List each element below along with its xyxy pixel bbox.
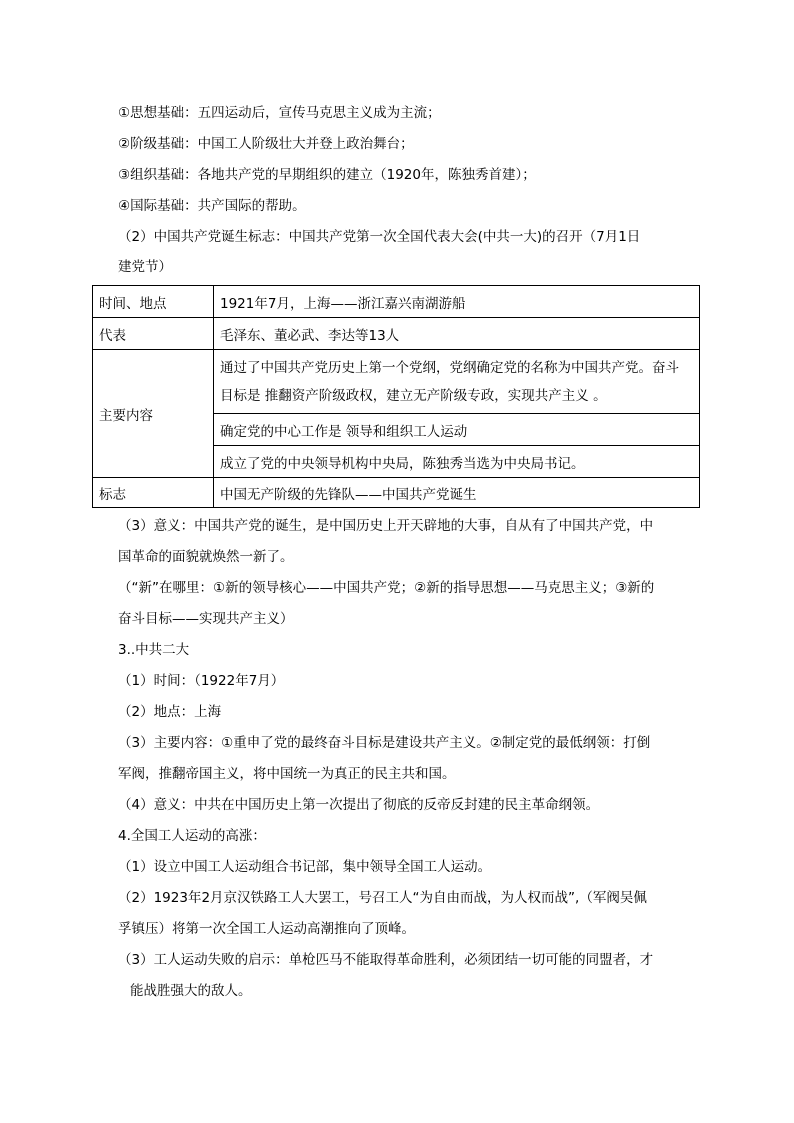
- table-value: 确定党的中心工作是 领导和组织工人运动: [214, 414, 700, 446]
- foundation-international: ④国际基础：共产国际的帮助。: [118, 198, 306, 214]
- table-row: [93, 478, 700, 508]
- content-item-line: 目标是 推翻资产阶级政权，建立无产阶级专政，实现共产主义 。: [220, 387, 607, 404]
- table-row: [93, 350, 700, 414]
- table-value: 毛泽东、董必武、李达等13人: [214, 318, 700, 350]
- birth-mark-line1: （2）中国共产党诞生标志：中国共产党第一次全国代表大会(中共一大)的召开（7月1日: [118, 229, 641, 245]
- foundation-organization: ③组织基础：各地共产党的早期组织的建立（1920年，陈独秀首建）；: [118, 167, 536, 183]
- second-congress-meaning: （4）意义：中共在中国历史上第一次提出了彻底的反帝反封建的民主革命纲领。: [118, 797, 600, 813]
- second-congress-content-line2: 军阀，推翻帝国主义，将中国统一为真正的民主共和国。: [118, 766, 456, 782]
- table-label: 标志: [93, 478, 214, 508]
- foundation-class: ②阶级基础：中国工人阶级壮大并登上政治舞台；: [118, 136, 414, 152]
- table-label: 主要内容: [93, 350, 214, 478]
- birth-mark-line2: 建党节）: [118, 259, 172, 275]
- first-congress-table: [92, 285, 700, 508]
- content-item-line: 通过了中国共产党历史上第一个党纲，党纲确定党的名称为中国共产党。奋斗: [220, 359, 679, 376]
- table-value: 成立了党的中央领导机构中央局，陈独秀当选为中央局书记。: [214, 446, 700, 478]
- new-aspects-line2: 奋斗目标——实现共产主义）: [118, 611, 294, 627]
- significance-line2: 国革命的面貌就焕然一新了。: [118, 549, 294, 565]
- table-value: [214, 350, 700, 414]
- table-row: [93, 318, 700, 350]
- labor-item-3-line2: 能战胜强大的敌人。: [130, 983, 252, 999]
- table-value: 1921年7月，上海——浙江嘉兴南湖游船: [214, 286, 700, 318]
- labor-item-2-line1: （2）1923年2月京汉铁路工人大罢工，号召工人“为自由而战，为人权而战”,（军阀吴佩: [118, 890, 647, 906]
- table-label: 代表: [93, 318, 214, 350]
- second-congress-time: （1）时间：（1922年7月）: [118, 673, 285, 689]
- table-row: [93, 286, 700, 318]
- table-value: 中国无产阶级的先锋队——中国共产党诞生: [214, 478, 700, 508]
- second-congress-heading: 3..中共二大: [118, 642, 190, 658]
- significance-line1: （3）意义：中国共产党的诞生，是中国历史上开天辟地的大事，自从有了中国共产党，中: [118, 518, 654, 534]
- foundation-ideology: ①思想基础：五四运动后，宣传马克思主义成为主流；: [118, 105, 441, 121]
- second-congress-place: （2）地点：上海: [118, 704, 222, 720]
- labor-item-1: （1）设立中国工人运动组合书记部，集中领导全国工人运动。: [118, 859, 492, 875]
- labor-item-2-line2: 孚镇压）将第一次全国工人运动高潮推向了顶峰。: [118, 921, 415, 937]
- table-label: 时间、地点: [93, 286, 214, 318]
- second-congress-content-line1: （3）主要内容：①重申了党的最终奋斗目标是建设共产主义。②制定党的最低纲领：打倒: [118, 735, 651, 751]
- new-aspects-line1: （“新”在哪里：①新的领导核心——中国共产党；②新的指导思想——马克思主义；③新的: [118, 580, 655, 596]
- labor-item-3-line1: （3）工人运动失败的启示：单枪匹马不能取得革命胜利，必须团结一切可能的同盟者，才: [118, 952, 654, 968]
- labor-heading: 4.全国工人运动的高涨：: [118, 828, 266, 844]
